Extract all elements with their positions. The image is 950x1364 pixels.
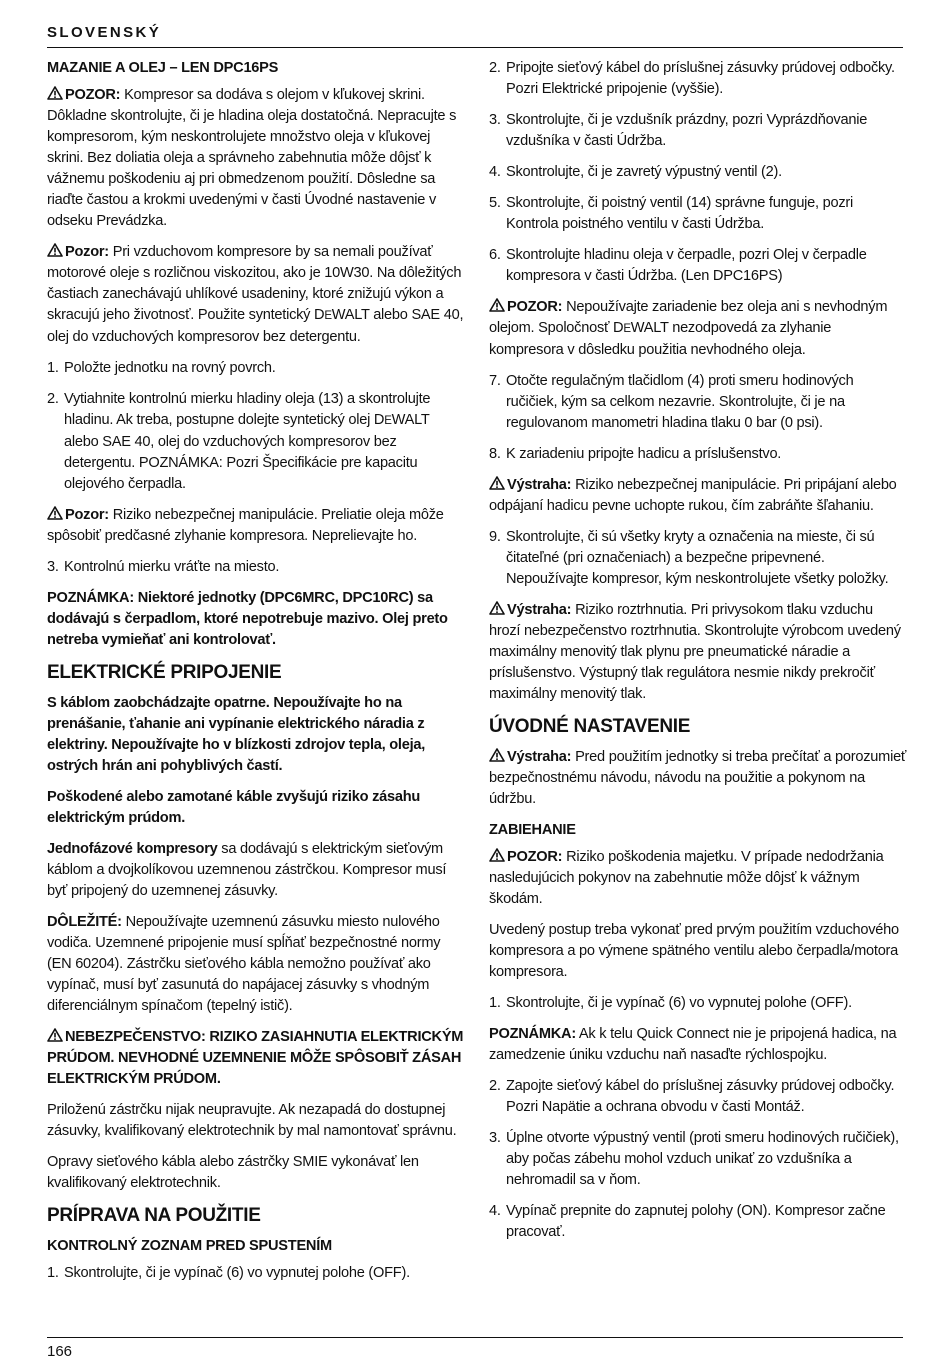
- list-item: [47, 1263, 465, 1284]
- intro-paragraph: Uvedený postup treba vykonať pred prvým použitím vzduchového kompresora a po výmene spätného ventilu alebo čerpadla/motora kompresora.: [489, 922, 899, 980]
- list-text: Pripojte sieťový kábel do príslušnej zásuvky prúdovej odbočky. Pozri Elektrické pripojenie (vyššie).: [506, 60, 895, 97]
- bold-lead: DÔLEŽITÉ:: [47, 914, 122, 930]
- list-number: 2.: [489, 1078, 501, 1094]
- electrical-paragraph-3: [47, 839, 465, 902]
- list-item: [489, 162, 907, 183]
- list-text: Kontrolnú mierku vráťte na miesto.: [64, 559, 280, 575]
- caution-label: POZOR:: [507, 849, 563, 865]
- list-text: Skontrolujte, či je vypínač (6) vo vypnutej polohe (OFF).: [506, 995, 852, 1011]
- electrical-heading: ELEKTRICKÉ PRIPOJENIE: [47, 662, 282, 683]
- caution-text: Nepoužívajte zariadenie bez oleja ani s nevhodným olejom. Spoločnosť D: [489, 299, 888, 336]
- list-number: 6.: [489, 247, 501, 263]
- list-item: [47, 358, 465, 379]
- warning-paragraph-7: [489, 747, 907, 810]
- warning-icon: [489, 848, 505, 862]
- note-paragraph: POZNÁMKA: Niektoré jednotky (DPC6MRC, DPC10RC) sa dodávajú s čerpadlom, ktoré nepotrebuje mazivo. Olej preto netreba vymieňať ani kontrolovať.: [47, 590, 448, 648]
- caution-paragraph-8: [489, 847, 907, 910]
- list-number: 3.: [489, 112, 501, 128]
- right-column: [489, 58, 907, 1253]
- list-text: K zariadeniu pripojte hadicu a príslušenstvo.: [506, 446, 782, 462]
- note-paragraph: [489, 1024, 907, 1066]
- list-text-part: WALT alebo SAE 40, olej do vzduchových kompresorov bez detergentu. POZNÁMKA: Pozri Špecifikácie pre kapacitu olejového čerpadla.: [64, 412, 430, 492]
- brand-small-cap: E: [623, 323, 631, 335]
- list-item: [489, 245, 907, 287]
- list-number: 2.: [489, 60, 501, 76]
- list-text: Vypínač prepnite do zapnutej polohy (ON). Kompresor začne pracovať.: [506, 1203, 886, 1240]
- warning-label: Výstraha:: [507, 749, 572, 765]
- list-item: [489, 527, 907, 590]
- preparation-heading: PRÍPRAVA NA POUŽITIE: [47, 1205, 261, 1226]
- list-text: Skontrolujte, či poistný ventil (14) správne funguje, pozri Kontrola poistného ventilu v časti Údržba.: [506, 195, 854, 232]
- list-number: 7.: [489, 373, 501, 389]
- caution-label: POZOR:: [65, 87, 121, 103]
- warning-icon: [47, 243, 63, 257]
- electrical-paragraph-1: S káblom zaobchádzajte opatrne. Nepoužívajte ho na prenášanie, ťahanie ani vypínanie elektrického náradia z elektriny. Nepoužívajte ho v blízkosti zdrojov tepla, oleja, ostrých hrán ani pohyblivých častí.: [47, 695, 426, 774]
- caution-text: WALT nezodpovedá za zlyhanie kompresora v dôsledku použitia nevhodného oleja.: [489, 320, 832, 358]
- warning-icon: [489, 748, 505, 762]
- left-column: [47, 58, 465, 1294]
- page-number: 166: [47, 1343, 73, 1360]
- list-text: Skontrolujte, či je zavretý výpustný ventil (2).: [506, 164, 782, 180]
- list-number: 4.: [489, 1203, 501, 1219]
- list-item: [489, 193, 907, 235]
- warning-paragraph-6: [489, 600, 907, 705]
- list-text-part: Vytiahnite kontrolnú mierku hladiny oleja (13) a skontrolujte hladinu. Ak treba, postupne dolejte syntetický olej D: [64, 391, 431, 428]
- caution-text: Riziko poškodenia majetku. V prípade nedodržania nasledujúcich pokynov na zabehnutie môže dôjsť k vážnym škodám.: [489, 849, 884, 907]
- warning-icon: [489, 476, 505, 490]
- list-item: [489, 371, 907, 434]
- danger-text: NEBEZPEČENSTVO: RIZIKO ZASIAHNUTIA ELEKTRICKÝM PRÚDOM. NEVHODNÉ UZEMNENIE MÔŽE SPÔSOBIŤ ZÁSAH ELEKTRICKÝM PRÚDOM.: [47, 1029, 464, 1087]
- warning-icon: [47, 86, 63, 100]
- warning-icon: [489, 601, 505, 615]
- list-item: [489, 1076, 907, 1118]
- warning-paragraph-5: [489, 475, 907, 517]
- warning-icon: [47, 1028, 63, 1042]
- setup-heading: ÚVODNÉ NASTAVENIE: [489, 716, 691, 737]
- list-number: 8.: [489, 446, 501, 462]
- list-item: [47, 389, 465, 495]
- brand-small-cap: E: [324, 310, 332, 322]
- warning-icon: [47, 506, 63, 520]
- checklist-heading: KONTROLNÝ ZOZNAM PRED SPUSTENÍM: [47, 1238, 332, 1254]
- list-item: [489, 993, 907, 1014]
- list-number: 9.: [489, 529, 501, 545]
- list-text: Skontrolujte hladinu oleja v čerpadle, pozri Olej v čerpadle kompresora v časti Údržba. (Len DPC16PS): [506, 247, 867, 284]
- electrical-paragraph-5: Priloženú zástrčku nijak neupravujte. Ak nezapadá do dostupnej zásuvky, kvalifikovaný elektrotechnik by mal namontovať správnu.: [47, 1102, 457, 1139]
- brand-small-cap: E: [384, 415, 392, 427]
- electrical-paragraph-4: [47, 912, 465, 1017]
- language-header: SLOVENSKÝ: [47, 24, 162, 41]
- list-text: Otočte regulačným tlačidlom (4) proti smeru hodinových ručičiek, kým sa celkom nezavrie. Skontrolujte, či je na regulovanom manometri hladina tlaku 0 bar (0 psi).: [506, 373, 854, 431]
- header-rule: [47, 47, 903, 48]
- list-number: 1.: [47, 360, 59, 376]
- list-item: [47, 557, 465, 578]
- bold-lead: Jednofázové kompresory: [47, 841, 218, 857]
- lubrication-heading: MAZANIE A OLEJ – LEN DPC16PS: [47, 60, 279, 76]
- caution-text: Kompresor sa dodáva s olejom v kľukovej skrini. Dôkladne skontrolujte, či je hladina oleja dostatočná. Nepracujte s kompresorom, kým neskontrolujete množstvo oleja v kľukovej skrini. Bez doliatia oleja a správneho zabehnutia môže dôjsť k vážnemu poškodeniu aj pri obmedzenom použití. Dôsledne sa riaďte častou a krokmi uvedenými v časti Úvodné nastavenie v odseku Prevádzka.: [47, 87, 457, 229]
- warning-label: Výstraha:: [507, 602, 572, 618]
- caution-label: Pozor:: [65, 507, 109, 523]
- caution-text: Riziko nebezpečnej manipulácie. Preliatie oleja môže spôsobiť predčasné zlyhanie kompresora. Neprelievajte ho.: [47, 507, 444, 544]
- list-text: Skontrolujte, či je vzdušník prázdny, pozri Vyprázdňovanie vzdušníka v časti Údržba.: [506, 112, 868, 149]
- caution-label: POZOR:: [507, 299, 563, 315]
- caution-text: Pri vzduchovom kompresore by sa nemali používať motorové oleje s rozličnou viskozitou, ako je 10W30. Na dôležitých častiach zanechávajú uhlíkové usadeniny, ktoré znižujú výkon a skracujú jeho životnosť. Použite syntetický D: [47, 244, 462, 323]
- list-number: 5.: [489, 195, 501, 211]
- list-text: Skontrolujte, či sú všetky kryty a označenia na mieste, či sú čitateľné (pri označeniach) a bezpečne pripevnené. Nepoužívajte kompresor, kým neskontrolujete všetky položky.: [506, 529, 889, 587]
- caution-text: WALT alebo SAE 40, olej do vzduchových kompresorov bez detergentu.: [47, 307, 464, 345]
- caution-paragraph-4: [489, 297, 907, 361]
- list-item: [489, 444, 907, 465]
- warning-text: Riziko roztrhnutia. Pri privysokom tlaku vzduchu hrozí nebezpečenstvo roztrhnutia. Skontrolujte výrobcom uvedený maximálny menovitý tlak plynu pre pneumatické náradie a príslušenstvo. Výstupný tlak regulátora nesmie nikdy prekročiť maximálny menovitý tlak.: [489, 602, 901, 702]
- break-in-heading: ZABIEHANIE: [489, 822, 576, 838]
- warning-icon: [489, 298, 505, 312]
- list-text: [64, 389, 465, 495]
- list-number: 3.: [47, 559, 59, 575]
- list-text: Skontrolujte, či je vypínač (6) vo vypnutej polohe (OFF).: [64, 1265, 410, 1281]
- caution-label: Pozor:: [65, 244, 109, 260]
- list-number: 1.: [489, 995, 501, 1011]
- list-text: Úplne otvorte výpustný ventil (proti smeru hodinových ručičiek), aby počas zábehu mohol vzduch unikať zo vzdušníka a nehromadil sa v ňom.: [506, 1130, 899, 1188]
- note-label: POZNÁMKA:: [489, 1026, 576, 1042]
- list-text: Zapojte sieťový kábel do príslušnej zásuvky prúdovej odbočky. Pozri Napätie a ochrana obvodu v časti Montáž.: [506, 1078, 895, 1115]
- list-item: [489, 58, 907, 100]
- warning-text: Riziko nebezpečnej manipulácie. Pri pripájaní alebo odpájaní hadicu pevne uchopte rukou, čím zabráňte šľahaniu.: [489, 477, 897, 514]
- list-number: 3.: [489, 1130, 501, 1146]
- paragraph-text: sa dodávajú s elektrickým sieťovým káblom a dvojkolíkovou uzemnenou zástrčkou. Kompresor musí byť pripojený do uzemnenej zásuvky.: [47, 841, 447, 899]
- caution-paragraph-1: [47, 85, 465, 232]
- electrical-paragraph-2: Poškodené alebo zamotané káble zvyšujú riziko zásahu elektrickým prúdom.: [47, 789, 421, 826]
- list-item: [489, 1201, 907, 1243]
- caution-paragraph-3: [47, 505, 465, 547]
- list-number: 1.: [47, 1265, 59, 1281]
- electrical-paragraph-6: Opravy sieťového kábla alebo zástrčky SMIE vykonávať len kvalifikovaný elektrotechnik.: [47, 1154, 419, 1191]
- footer-rule: [47, 1337, 903, 1338]
- warning-label: Výstraha:: [507, 477, 572, 493]
- list-number: 4.: [489, 164, 501, 180]
- list-item: [489, 1128, 907, 1191]
- note-text: Ak k telu Quick Connect nie je pripojená hadica, na zamedzenie úniku vzduchu naň nasaďte rýchlospojku.: [489, 1026, 897, 1063]
- danger-paragraph: [47, 1027, 465, 1090]
- warning-text: Pred použitím jednotky si treba prečítať a porozumieť bezpečnostnému návodu, návodu na použitie a pokynom na údržbu.: [489, 749, 907, 807]
- list-number: 2.: [47, 391, 59, 407]
- list-item: [489, 110, 907, 152]
- caution-paragraph-2: [47, 242, 465, 348]
- paragraph-text: Nepoužívajte uzemnenú zásuvku miesto nulového vodiča. Uzemnené pripojenie musí spĺňať bezpečnostné normy (EN 60204). Zástrčku sieťového kábla nemožno používať ako vypínač, musí byť zasunutá do napájacej zásuvky s vhodným diferenciálnym spínačom (tepelný istič).: [47, 914, 441, 1014]
- list-text: Položte jednotku na rovný povrch.: [64, 360, 276, 376]
